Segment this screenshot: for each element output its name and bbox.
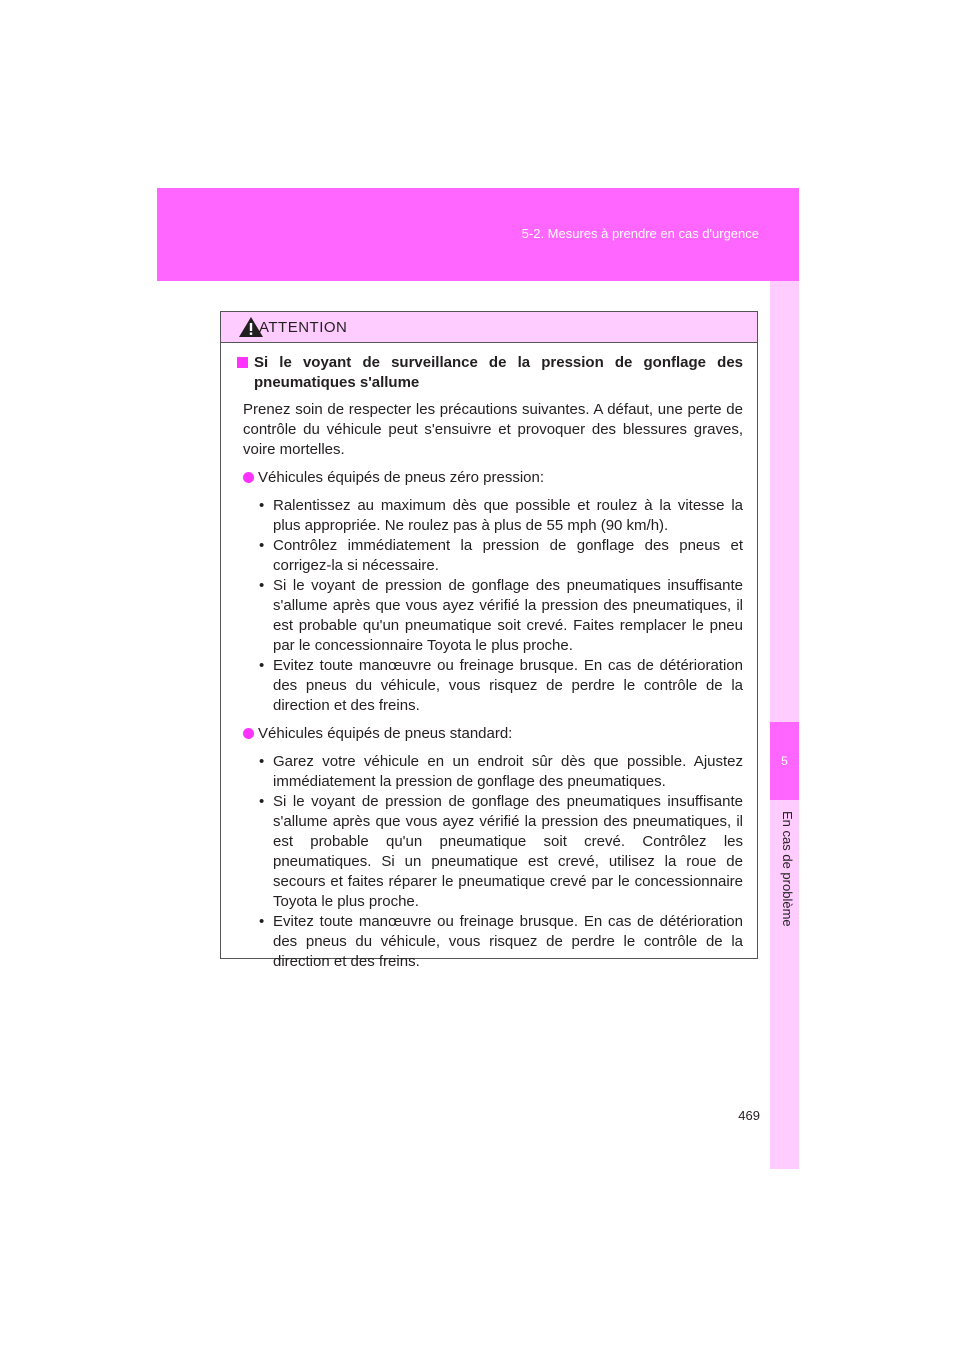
section-heading: [243, 724, 743, 744]
square-bullet-icon: [237, 357, 248, 368]
warning-box: [220, 311, 758, 970]
section-title: 5-2. Mesures à prendre en cas d'urgence: [521, 226, 759, 241]
list-item-text: Garez votre véhicule en un endroit sûr dès que possible. Ajustez immédiatement la pression de gonflage des pneumatiques.: [273, 753, 743, 790]
list-item-text: Ralentissez au maximum dès que possible et roulez à la vitesse la plus appropriée. Ne roulez pas à plus de 55 mph (90 km/h).: [273, 497, 743, 534]
list-item: • Garez votre véhicule en un endroit sûr dès que possible. Ajustez immédiatement la pression de gonflage des pneumatiques.: [259, 753, 743, 790]
list-item: • Ralentissez au maximum dès que possible et roulez à la vitesse la plus appropriée. Ne roulez pas à plus de 55 mph (90 km/h).: [259, 497, 743, 534]
list-item-text: Evitez toute manœuvre ou freinage brusque. En cas de détérioration des pneus du véhicule, vous risquez de perdre le contrôle de la direction et des freins.: [273, 913, 743, 970]
side-tab: [770, 281, 799, 1169]
section-heading: [243, 468, 743, 488]
warning-topic: [237, 353, 743, 393]
list-item-text: Evitez toute manœuvre ou freinage brusque. En cas de détérioration des pneus du véhicule, vous risquez de perdre le contrôle de la direction et des freins.: [273, 657, 743, 714]
chapter-label: En cas de problème: [780, 811, 795, 927]
list-item: • Evitez toute manœuvre ou freinage brusque. En cas de détérioration des pneus du véhicule, vous risquez de perdre le contrôle de la direction et des freins.: [259, 657, 743, 714]
list-item: • Si le voyant de pression de gonflage des pneumatiques insuffisante s'allume après que vous ayez vérifié la pression des pneumatiques, il est probable qu'un pneumatique soit crevé. Faites remplacer le pneu par le concessionnaire Toyota le plus proche.: [259, 577, 743, 654]
list-item-text: Si le voyant de pression de gonflage des pneumatiques insuffisante s'allume après que vous ayez vérifié la pression des pneumatiques, il est probable qu'un pneumatique soit crevé. Faites remplacer le pneu par le concessionnaire Toyota le plus proche.: [273, 577, 743, 654]
list-item-text: Si le voyant de pression de gonflage des pneumatiques insuffisante s'allume après que vous ayez vérifié la pression des pneumatiques, il est probable qu'un pneumatique soit crevé. Contrôlez les pneumatiques. Si un pneumatique est crevé, utilisez la roue de secours et faites réparer le pneumatique crevé par le concessionnaire Toyota le plus proche.: [273, 793, 743, 910]
section-heading-text: Véhicules équipés de pneus zéro pression:: [258, 469, 545, 486]
chapter-number-box: [770, 722, 799, 800]
header-band: [157, 188, 799, 281]
warning-body: [221, 343, 757, 972]
warning-header: [221, 312, 757, 343]
chapter-number: 5: [781, 754, 788, 768]
list-item: • Si le voyant de pression de gonflage des pneumatiques insuffisante s'allume après que vous ayez vérifié la pression des pneumatiques, il est probable qu'un pneumatique soit crevé. Contrôlez les pneumatiques. Si un pneumatique est crevé, utilisez la roue de secours et faites réparer le pneumatique crevé par le concessionnaire Toyota le plus proche.: [259, 793, 743, 910]
list-item-text: Contrôlez immédiatement la pression de gonflage des pneus et corrigez-la si nécessaire.: [273, 537, 743, 574]
warning-intro: Prenez soin de respecter les précautions suivantes. A défaut, une perte de contrôle du véhicule peut s'ensuivre et provoquer des blessures graves, voire mortelles.: [243, 401, 743, 458]
page-number: 469: [738, 1108, 760, 1123]
topic-text: Si le voyant de surveillance de la pression de gonflage des pneumatiques s'allume: [254, 354, 743, 391]
section-heading-text: Véhicules équipés de pneus standard:: [258, 725, 513, 742]
warning-title: ATTENTION: [259, 319, 348, 336]
circle-bullet-icon: [243, 728, 254, 739]
circle-bullet-icon: [243, 472, 254, 483]
list-item: • Evitez toute manœuvre ou freinage brusque. En cas de détérioration des pneus du véhicule, vous risquez de perdre le contrôle de la direction et des freins.: [259, 913, 743, 970]
bullet-list: [259, 752, 743, 972]
bullet-list: [259, 496, 743, 716]
list-item: • Contrôlez immédiatement la pression de gonflage des pneus et corrigez-la si nécessaire.: [259, 537, 743, 574]
